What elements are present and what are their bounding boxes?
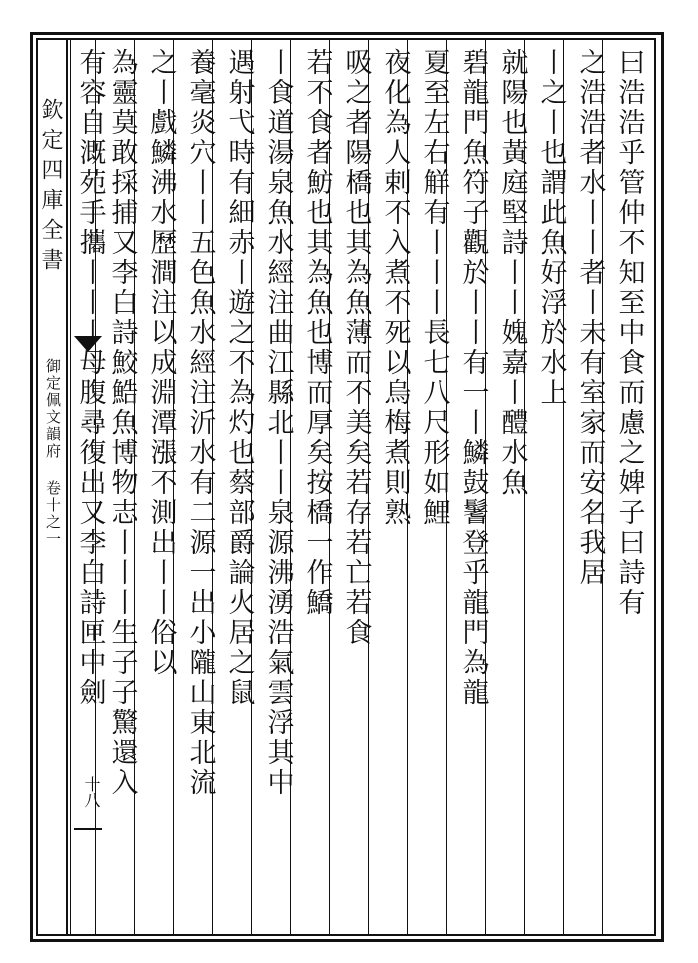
text-column-12: 養毫炎穴丨丨五色魚水經注沂水有二源一出小隴山東北流 [173, 40, 225, 934]
text-column-13: 之丨戲鱗沸水歷澗注以成淵潭漲不測出丨丨俗以 [134, 40, 186, 934]
text-column-11: 遇射弋時有細赤丨遊之不為灼也蔡部爵論火居之鼠 [212, 40, 264, 934]
text-column-9: 若不食者魴也其為魚也博而厚矣按橋一作鱎 [290, 40, 342, 934]
text-column-14: 為靈莫敢採捕又李白詩鮫鯌魚博物志丨丨丨生子子驚還入 [95, 40, 147, 934]
text-column-6: 夏至左右觧有丨丨丨長七八尺形如鯉 [407, 40, 459, 934]
volume-label: 御定佩文韻府 卷十之一 [44, 358, 62, 548]
text-column-4: 就陽也黃庭堅詩丨丨媿嘉丨醴水魚 [485, 40, 537, 934]
text-column-10: 丨食道湯泉魚水經注曲江縣北丨丨泉源沸湧浩氣雲浮其中 [251, 40, 303, 934]
text-column-7: 夜化為人剌不入煮不死以烏梅煮則熟 [368, 40, 420, 934]
text-column-15: 有容自溉苑手攜丨丨丨母腹尋復出又李白詩匣中劍 [70, 40, 108, 934]
text-columns [70, 40, 654, 934]
text-column-3: 丨之丨也謂此魚好浮於水上 [524, 40, 576, 934]
text-column-8: 吸之者陽橋也其為魚薄而不美矣若存若亡若食 [329, 40, 381, 934]
text-column-5: 碧龍門魚符子觀於丨丨有一丨鱗鼓鬐登乎龍門為龍 [446, 40, 498, 934]
text-column-2: 之浩浩者水丨丨者丨未有室家而安名我居 [563, 40, 615, 934]
page-number: 十八 [82, 776, 101, 808]
text-column-1: 曰浩浩乎管仲不知至中食而慮之婢子曰詩有 [602, 40, 654, 934]
book-title: 欽定四庫全書 [38, 98, 63, 278]
